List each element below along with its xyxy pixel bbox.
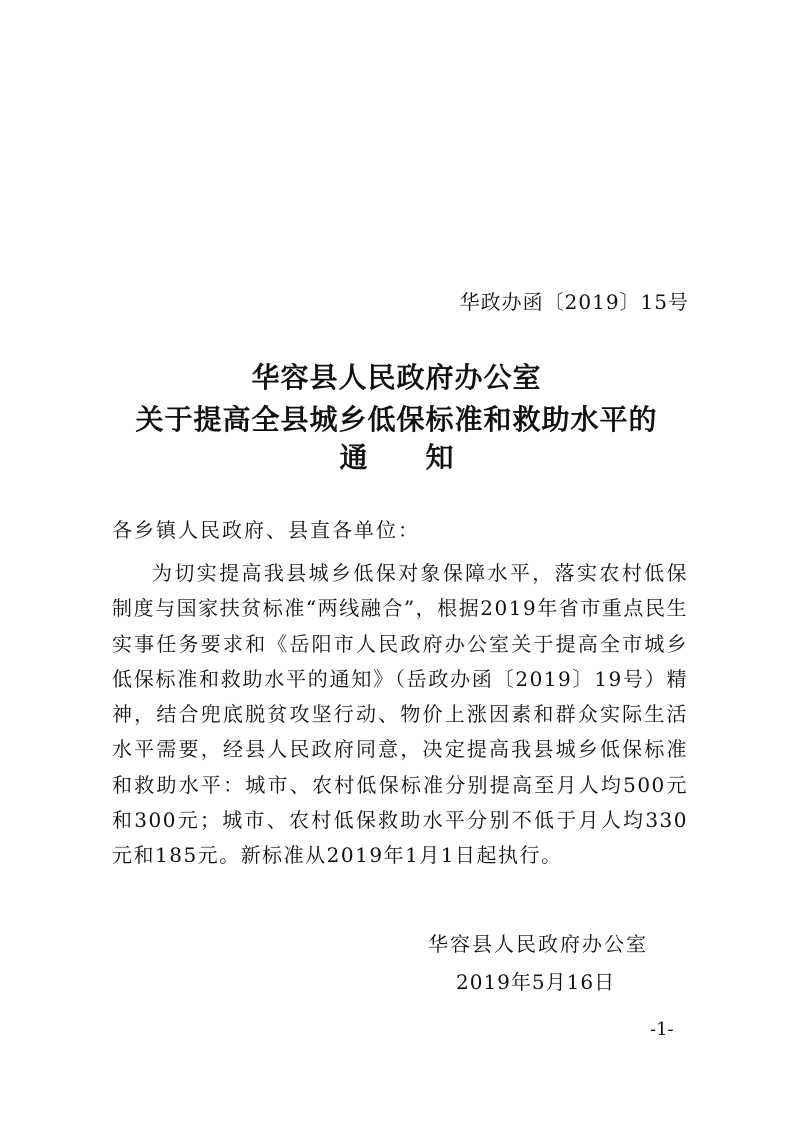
page-number: -1- bbox=[650, 1019, 674, 1040]
salutation: 各乡镇人民政府、县直各单位： bbox=[112, 518, 420, 542]
title-line-2: 关于提高全县城乡低保标准和救助水平的 bbox=[135, 403, 658, 436]
issue-date: 2019年5月16日 bbox=[456, 970, 616, 994]
title-notice-char-1: 通 bbox=[339, 441, 368, 474]
title-line-3 bbox=[0, 436, 793, 476]
title-line-1: 华容县人民政府办公室 bbox=[251, 361, 542, 394]
title-notice-char-2: 知 bbox=[425, 441, 454, 474]
body-paragraph: 为切实提高我县城乡低保对象保障水平，落实农村低保制度与国家扶贫标准“两线融合”，根据2019年省市重点民生实事任务要求和《岳阳市人民政府办公室关于提高全市城乡低保标准和救助水平的通知》（岳政办函〔2019〕19号）精神，结合兜底脱贫攻坚行动、物价上涨因素和群众实际生活水平需要，经县人民政府同意，决定提高我县城乡低保标准和救助水平：城市、农村低保标准分别提高至月人均500元和300元；城市、农村低保救助水平分别不低于月人均330元和185元。新标准从2019年1月1日起执行。 bbox=[112, 561, 688, 868]
issuer-signature: 华容县人民政府办公室 bbox=[428, 932, 648, 956]
document-number: 华政办函〔2019〕15号 bbox=[459, 290, 689, 314]
